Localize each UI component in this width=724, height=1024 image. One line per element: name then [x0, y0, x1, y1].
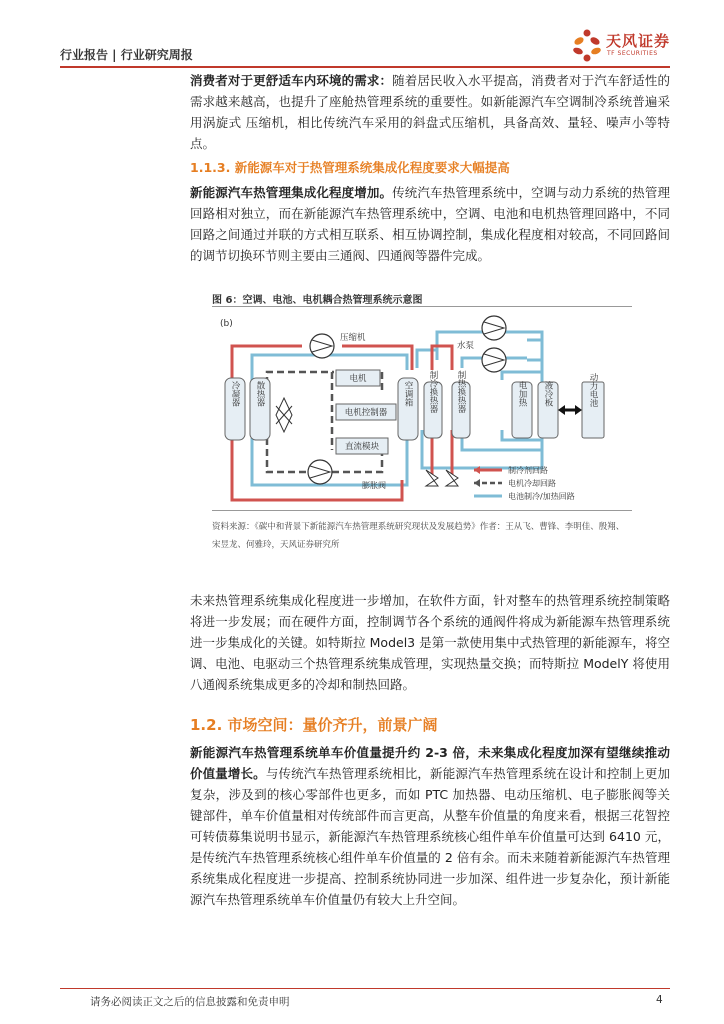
- thermal-system-diagram: [212, 310, 632, 508]
- condenser-vert-label: 冷凝器: [230, 381, 240, 407]
- cold-plate-label: 液冷板: [543, 381, 553, 407]
- figure-bottom-rule: [212, 510, 632, 511]
- section-1-2-text: 与传统汽车热管理系统相比，新能源汽车热管理系统在设计和控制上更加复杂，涉及到的核心零部件也更多，而如 PTC 加热器、电动压缩机、电子膨胀阀等关键部件，单车价值量相对传统部件而言更高，从整车价值量的角度来看，根据三花智控可转债募集说明书显示，新能源汽车热管理系统核心组件单车价值量可达到 6410 元，是传统汽车热管理系统核心组件单车价值量的 2 倍有余。而未来随着新能源汽车热管理系统集成化程度进一步提高、控制系统协同进一步加深、组件进一步复杂化，预计新能源汽车热管理系统单车价值量仍有较大上升空间。: [190, 766, 670, 907]
- footer-divider: [60, 988, 670, 989]
- panel-label: (b): [220, 319, 233, 329]
- heat-exchange-arrow: [558, 405, 582, 415]
- water-pump-label: 水泵: [457, 341, 475, 351]
- figure-title: 图 6：空调、电池、电机耦合热管理系统示意图: [212, 295, 423, 306]
- section-1-1-3-lead: 新能源汽车热管理集成化程度增加。: [190, 185, 393, 200]
- legend-label-motor: 电机冷却回路: [508, 479, 556, 488]
- battery-label: 动力电池: [588, 373, 598, 407]
- figure-top-rule: [212, 306, 632, 307]
- intro-lead: 消费者对于更舒适车内环境的需求：: [190, 73, 393, 88]
- page-number: 4: [656, 994, 663, 1006]
- brand-logo: [570, 28, 680, 64]
- section-heading-1-1-3: 1.1.3. 新能源车对于热管理系统集成化程度要求大幅提高: [190, 160, 510, 175]
- evaporator-label: 空调箱: [403, 381, 413, 407]
- section-1-1-3-paragraph: [190, 182, 670, 266]
- logo-text-en: TF SECURITIES: [607, 50, 658, 57]
- expansion-valve-label: 膨胀阀: [362, 481, 386, 490]
- intro-text: 随着居民收入水平提高，消费者对于汽车舒适性的需求越来越高，也提升了座舱热管理系统的重要性。如新能源汽车空调制冷系统普遍采用涡旋式 压缩机，相比传统汽车采用的斜盘式压缩机，具备高效、量轻、噪声小等特点。: [190, 73, 670, 151]
- footer-disclaimer: 请务必阅读正文之后的信息披露和免责申明: [90, 996, 290, 1008]
- future-paragraph: 未来热管理系统集成化程度进一步增加，在软件方面，针对整车的热管理系统控制策略将进一步发展；而在硬件方面，控制调节各个系统的通阀件将成为新能源车热管理系统进一步集成化的关键。如特斯拉 Model3 是第一款使用集中式热管理的新能源车，将空调、电池、电驱动三个热管理系统集成管理，实现热量交换；而特斯拉 ModelY 将使用八通阀系统集成更多的冷却和制热回路。: [190, 593, 670, 692]
- motor-controller-label: 电机控制器: [344, 408, 388, 418]
- legend-label-battery: 电池制冷/加热回路: [508, 492, 575, 501]
- compressor-label: 压缩机: [340, 333, 366, 343]
- dcdc-label: 直流模块: [344, 442, 380, 452]
- report-section-label: 行业报告 | 行业研究周报: [60, 48, 193, 62]
- legend-label-refrigerant: 制冷剂回路: [508, 466, 548, 475]
- battery-heater-label: 电加热: [517, 381, 527, 407]
- section-heading-1-2: 1.2. 市场空间：量价齐升，前景广阔: [190, 716, 438, 734]
- intro-paragraph: [190, 70, 670, 154]
- header-divider: [60, 66, 670, 68]
- radiator-label: 散热器: [255, 381, 265, 407]
- motor-label: 电机: [349, 374, 367, 384]
- tf-logo-icon: [570, 28, 604, 64]
- section-1-2-lead: 新能源汽车热管理系统单车价值量提升约 2-3 倍，未来集成化程度加深有望继续推动价值量增长。: [190, 745, 670, 781]
- fan-icon: [276, 398, 292, 432]
- heater-exchanger-label: 制热换热器: [456, 370, 466, 414]
- legend: [474, 465, 575, 501]
- logo-text-cn: 天风证券: [606, 32, 671, 50]
- section-1-2-paragraph: [190, 742, 670, 910]
- section-1-1-3-text: 传统汽车热管理系统中，空调与动力系统的热管理回路相对独立，而在新能源汽车热管理系统中，空调、电池和电机热管理回路中，不同回路之间通过并联的方式相互联系、相互协调控制，集成化程度相对较高，不同回路间的调节切换环节则主要由三通阀、四通阀等器件完成。: [190, 185, 670, 263]
- chiller-label: 制冷换热器: [428, 370, 438, 414]
- figure-source: 资料来源：《碳中和背景下新能源汽车热管理系统研究现状及发展趋势》作者：王从飞、曹锋、李明佳、殷翔、宋昱龙、何雅玲，天风证券研究所: [212, 522, 625, 550]
